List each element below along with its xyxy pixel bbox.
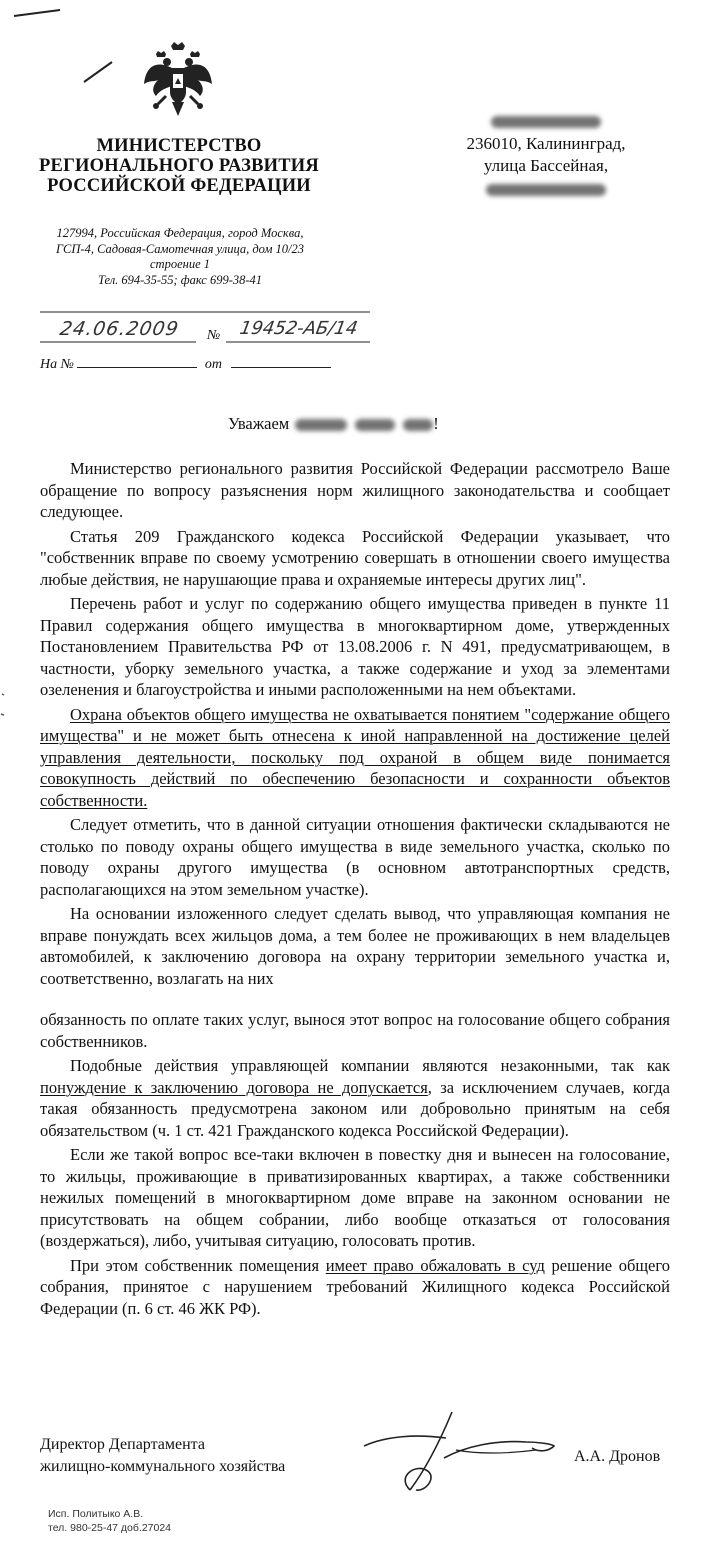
edge-scan-mark	[0, 690, 10, 720]
paragraph: На основании изложенного следует сделать вывод, что управляющая компания не вправе понуждать всех жильцов дома, а тем более не проживающих в нем владельцев автомобилей, к заключению договора на охрану территории земельного участка и, соответственно, возлагать на них	[40, 904, 670, 988]
paragraph	[40, 1055, 670, 1141]
coat-of-arms-emblem-icon	[142, 40, 214, 118]
recipient-street-line: улица Бассейная,	[483, 156, 609, 175]
executor-info	[48, 1507, 171, 1535]
recipient-name-redacted	[416, 110, 676, 133]
paragraph: Если же такой вопрос все-таки включен в повестку дня и вынесен на голосование, то жильцы, проживающие в приватизированных квартирах, а также собственники нежилых помещений в многоквартирном доме вправе на законном основании не присутствовать на общем собрании, либо вообще отказаться от голосования (воздержаться), либо, учитывая ситуацию, голосовать против.	[40, 1145, 670, 1250]
salutation-prefix: Уважаем	[228, 414, 290, 433]
paragraph-text: решение общего собрания, принятое с нарушением требований Жилищного кодекса Российской Федерации (п. 6 ст. 46 ЖК РФ).	[40, 1255, 670, 1318]
signatory-name: А.А. Дронов	[574, 1448, 661, 1465]
ministry-name-line: МИНИСТЕРСТВО	[96, 136, 262, 156]
stray-pen-mark	[0, 0, 140, 100]
executor-name: Исп. Политыко А.В.	[48, 1508, 144, 1520]
paragraph: Статья 209 Гражданского кодекса Российской Федерации указывает, что "собственник вправе по своему усмотрению совершать в отношении своего имущества любые действия, не нарушающие права и охраняемые интересы других лиц".	[40, 526, 670, 589]
reference-from-label: от	[204, 357, 222, 372]
paragraph-text: Подобные действия управляющей компании являются незаконными, так как	[70, 1056, 670, 1075]
reference-number-label: На №	[40, 357, 74, 372]
signatory-title-line: Директор Департамента	[40, 1436, 205, 1453]
paragraph	[40, 1255, 670, 1320]
paragraph: Перечень работ и услуг по содержанию общего имущества приведен в пункте 11 Правил содержания общего имущества в многоквартирном доме, утвержденных Постановлением Правительства РФ от 13.08.2006 г. N 491, предусматривающем, в частности, уборку земельного участка, а также содержание и уход за элементами озеленения и благоустройства и иными расположенными на нем объектами.	[40, 594, 670, 699]
salutation	[228, 414, 439, 434]
ministry-name-line: РОССИЙСКОЙ ФЕДЕРАЦИИ	[47, 176, 311, 196]
ministry-name-line: РЕГИОНАЛЬНОГО РАЗВИТИЯ	[39, 156, 319, 176]
address-line: строение 1	[150, 257, 210, 271]
address-line: 127994, Российская Федерация, город Москва,	[56, 226, 304, 240]
paragraph-text: При этом собственник помещения	[70, 1255, 326, 1275]
addressee-patronymic-redacted	[355, 419, 395, 431]
registration-number: 19452-АБ/14	[238, 318, 360, 339]
letter-body	[40, 458, 670, 1322]
phone-fax-line: Тел. 694-35-55; факс 699-38-41	[97, 272, 263, 287]
addressee-name-redacted	[295, 419, 347, 431]
executor-phone: тел. 980-25-47 доб.27024	[48, 1522, 172, 1534]
paragraph-underlined: Охрана объектов общего имущества не охватывается понятием "содержание общего имущества" и не может быть отнесена к иной направленной на достижение целей управления деятельности, поскольку под охраной в общем виде понимается совокупность действий по обеспечению безопасности и сохранности объектов собственности.	[40, 704, 670, 810]
paragraph-emphasis: имеет право обжаловать в суд	[325, 1255, 545, 1275]
recipient-city-line: 236010, Калининград,	[466, 133, 626, 153]
paragraph: Следует отметить, что в данной ситуации отношения фактически складываются не столько по поводу охраны общего имущества в виде земельного участка, сколько по поводу охраны другого имущества (в основном автотранспортных средств, располагающихся на этом земельном участке).	[40, 815, 670, 899]
recipient-house-redacted	[416, 178, 676, 201]
paragraph: Министерство регионального развития Российской Федерации рассмотрело Ваше обращение по вопросу разъяснения норм жилищного законодательства и сообщает следующее.	[40, 459, 670, 521]
paragraph-emphasis: понуждение к заключению договора не допускается	[40, 1077, 428, 1097]
reference-number-blank	[77, 355, 197, 368]
signatory-title-line: жилищно-коммунального хозяйства	[40, 1458, 286, 1475]
recipient-address	[416, 110, 676, 200]
address-line: ГСП-4, Садовая-Самотечная улица, дом 10/23	[55, 241, 305, 256]
registration-date: 24.06.2009	[58, 318, 181, 340]
handwritten-signature	[356, 1406, 556, 1494]
signatory-title	[40, 1434, 285, 1478]
paragraph-continuation: обязанность по оплате таких услуг, вынося этот вопрос на голосование общего собрания собственников.	[40, 1010, 670, 1051]
paragraph-text: , за исключением случаев, когда такая обязанность предусмотрена законом или добровольно принятым на себя обязательством (ч. 1 ст. 421 Гражданского кодекса Российской Федерации).	[40, 1077, 670, 1140]
salutation-suffix: !	[433, 414, 439, 433]
addressee-surname-redacted	[403, 419, 433, 431]
ministry-name	[20, 136, 338, 196]
number-sign: №	[207, 328, 221, 343]
reference-date-blank	[231, 355, 331, 368]
ministry-address	[30, 226, 330, 288]
reference-line	[40, 355, 331, 373]
